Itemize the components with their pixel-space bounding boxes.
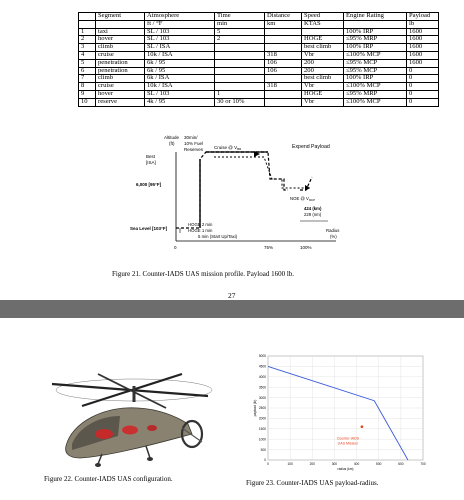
radius-label: Radius <box>326 228 340 233</box>
table-cell: km <box>265 20 302 28</box>
table-cell: Time <box>215 13 265 21</box>
table-cell <box>215 75 265 83</box>
y-tick-label: 3500 <box>258 385 266 390</box>
landing-gear-rear <box>146 446 150 458</box>
table-cell: 2 <box>79 36 96 44</box>
table-row <box>79 28 439 36</box>
startup-label: 5 min (Start Up/Taxi) <box>198 234 238 239</box>
table-row <box>79 75 439 83</box>
table-cell: 10k / ISA <box>145 83 215 91</box>
y-tick-label: 0 <box>264 458 266 463</box>
x-tick-label: 700 <box>420 462 426 466</box>
table-cell: 2 <box>215 36 265 44</box>
table-cell: Payload <box>407 13 439 21</box>
table-cell: ≤100% MCP <box>344 83 407 91</box>
table-cell: 200 <box>302 67 344 75</box>
table-cell: Vbr <box>302 98 344 106</box>
internal-component-3 <box>147 425 157 431</box>
table-cell: 100% IRP <box>344 28 407 36</box>
table-row <box>79 44 439 52</box>
table-cell: cruise <box>96 83 145 91</box>
table-cell: 0 <box>407 75 439 83</box>
table-cell: 1600 <box>407 59 439 67</box>
x-axis-title: radius (km) <box>337 467 354 471</box>
mission-annotation-1: Counter-IADS <box>336 436 360 441</box>
radius-unit: (%) <box>330 234 337 239</box>
radius-nm-label: 229 (nm) <box>304 212 322 217</box>
table-cell: penetration <box>96 67 145 75</box>
table-cell: 318 <box>265 51 302 59</box>
table-row <box>79 51 439 59</box>
y-tick-label: 500 <box>260 447 266 452</box>
table-header-row <box>79 13 439 21</box>
x-tick-label: 300 <box>331 462 338 466</box>
table-cell: 100% IRP <box>344 75 407 83</box>
figure-21-caption: Figure 21. Counter-IADS UAS mission profile. Payload 1600 lb. <box>112 270 295 278</box>
table-cell: Atmosphere <box>145 13 215 21</box>
table-cell <box>215 67 265 75</box>
mission-annotation-2: UAS Mission <box>337 441 359 446</box>
best-unit: [ISA] <box>146 160 156 165</box>
table-cell: 0 <box>407 90 439 98</box>
table-row <box>79 59 439 67</box>
table-cell: ≤95% MRP <box>344 36 407 44</box>
table-cell: cruise <box>96 51 145 59</box>
return-flight-path <box>214 157 310 188</box>
table-cell: min <box>215 20 265 28</box>
table-unit-row <box>79 20 439 28</box>
table-cell: SL / 103 <box>145 28 215 36</box>
table-cell: 7 <box>79 75 96 83</box>
table-cell <box>265 28 302 36</box>
noe-label: NOE @ $V_{MCP}$ <box>290 196 316 202</box>
mission-profile-diagram <box>130 133 350 271</box>
x-tick-label: 0 <box>267 462 269 466</box>
table-cell <box>215 51 265 59</box>
wheel-rear <box>147 457 153 461</box>
table-cell: 200 <box>302 59 344 67</box>
mission-segment-table <box>78 12 439 107</box>
table-cell <box>265 36 302 44</box>
table-cell: climb <box>96 44 145 52</box>
table-cell: ft / °F <box>145 20 215 28</box>
y-axis-title: payload (lb) <box>253 399 257 417</box>
y-tick-label: 4500 <box>258 364 266 369</box>
table-cell: best climb <box>302 75 344 83</box>
table-row <box>79 83 439 91</box>
outbound-flight-path <box>176 152 312 228</box>
table-cell: ≤95% MCP <box>344 59 407 67</box>
table-cell: 1600 <box>407 36 439 44</box>
table-cell: SL / 103 <box>145 36 215 44</box>
table-row <box>79 90 439 98</box>
table-cell: HOGE <box>302 90 344 98</box>
x-tick-label: 600 <box>398 462 404 466</box>
table-cell: best climb <box>302 44 344 52</box>
table-cell <box>79 20 96 28</box>
table-cell: lb <box>407 20 439 28</box>
payload-radius-chart <box>250 352 430 474</box>
table-cell: 6k / ISA <box>145 75 215 83</box>
table-cell: 6k / 95 <box>145 67 215 75</box>
table-cell: ≤95% MCP <box>344 67 407 75</box>
mission-point-marker <box>361 425 364 428</box>
table-cell: Segment <box>96 13 145 21</box>
uas-aircraft-illustration <box>42 350 210 470</box>
sea-level-label: Sea Level [103°F] <box>130 226 168 231</box>
table-cell: SL / 103 <box>145 90 215 98</box>
table-cell: 0 <box>407 83 439 91</box>
figure-23-caption: Figure 23. Counter-IADS UAS payload-radius. <box>246 479 379 487</box>
table-cell <box>215 59 265 67</box>
table-cell: 10 <box>79 98 96 106</box>
table-cell: ≤95% MRP <box>344 90 407 98</box>
table-cell: SL / ISA <box>145 44 215 52</box>
table-cell: Engine Rating <box>344 13 407 21</box>
table-cell: 106 <box>265 67 302 75</box>
table-cell: 1 <box>79 28 96 36</box>
y-tick-label: 1000 <box>258 437 266 442</box>
x-tick-label: 400 <box>353 462 360 466</box>
table-cell: climb <box>96 75 145 83</box>
reserve-label-3: Reserves <box>184 147 204 152</box>
radius-tick-0: 0 <box>174 245 177 250</box>
table-cell: 5 <box>79 59 96 67</box>
table-cell: Vbr <box>302 51 344 59</box>
page-number: 27 <box>228 291 236 300</box>
y-tick-label: 2500 <box>258 406 266 411</box>
table-cell: Vbr <box>302 83 344 91</box>
table-row <box>79 98 439 106</box>
table-cell: 10k / ISA <box>145 51 215 59</box>
best-label: Best <box>146 154 156 159</box>
table-cell: 318 <box>265 83 302 91</box>
y-tick-label: 1500 <box>258 427 266 431</box>
altitude-label: Altitude <box>164 135 180 140</box>
table-cell: 6 <box>79 67 96 75</box>
cruise-label: Cruise @ $V_{BR}$ <box>214 145 242 151</box>
table-cell: Speed <box>302 13 344 21</box>
table-cell: 9 <box>79 90 96 98</box>
table-cell: 4k / 95 <box>145 98 215 106</box>
y-tick-label: 2000 <box>258 416 266 421</box>
table-cell: reserve <box>96 98 145 106</box>
table-cell: penetration <box>96 59 145 67</box>
table-cell <box>79 13 96 21</box>
document-page-28 <box>0 318 464 500</box>
table-cell <box>344 20 407 28</box>
altitude-6000-label: 6,000 [95°F] <box>136 182 162 187</box>
table-cell: 1600 <box>407 44 439 52</box>
table-cell: taxi <box>96 28 145 36</box>
table-cell: ≤100% MCP <box>344 51 407 59</box>
table-cell: hover <box>96 90 145 98</box>
figure-22-caption: Figure 22. Counter-IADS UAS configuration. <box>44 475 173 483</box>
table-cell <box>265 90 302 98</box>
radius-tick-100: 100% <box>300 245 312 250</box>
table-cell: hover <box>96 36 145 44</box>
table-cell: 106 <box>265 59 302 67</box>
table-cell: 4 <box>79 51 96 59</box>
table-cell <box>265 98 302 106</box>
y-tick-label: 5000 <box>258 354 266 359</box>
table-cell: 5 <box>215 28 265 36</box>
table-cell: 3 <box>79 44 96 52</box>
y-tick-label: 3000 <box>258 395 266 400</box>
table-cell: 0 <box>407 98 439 106</box>
table-cell: 6k / 95 <box>145 59 215 67</box>
table-cell: Distance <box>265 13 302 21</box>
x-tick-label: 100 <box>287 462 293 466</box>
table-row <box>79 67 439 75</box>
table-row <box>79 36 439 44</box>
table-cell: 8 <box>79 83 96 91</box>
y-tick-label: 4000 <box>258 375 266 379</box>
internal-component-1 <box>95 429 113 439</box>
radius-tick-75: 75% <box>264 245 274 250</box>
table-cell: 1600 <box>407 28 439 36</box>
radius-km-label: 424 (km) <box>304 206 322 211</box>
table-cell: 1600 <box>407 51 439 59</box>
internal-component-2 <box>122 426 138 435</box>
reserve-label-2: 10% Fuel <box>184 141 204 146</box>
hoge-2-label: HOGE 2 min <box>188 222 213 227</box>
table-cell: HOGE <box>302 36 344 44</box>
table-cell <box>215 44 265 52</box>
reserve-label-1: 30min/ <box>184 135 198 140</box>
table-cell: 1 <box>215 90 265 98</box>
table-cell: ≤100% MCP <box>344 98 407 106</box>
x-tick-label: 200 <box>309 462 315 466</box>
x-tick-label: 500 <box>376 462 382 466</box>
expend-payload-label: Expend Payload <box>292 144 330 150</box>
table-cell: 30 or 10% <box>215 98 265 106</box>
altitude-unit: (ft) <box>169 141 175 146</box>
hoge-1-label: HOGE 1 min <box>188 228 213 233</box>
table-cell <box>215 83 265 91</box>
wheel-front <box>95 463 101 467</box>
table-cell: 0 <box>407 67 439 75</box>
table-cell: 100% IRP <box>344 44 407 52</box>
table-cell: KTAS <box>302 20 344 28</box>
table-cell <box>96 20 145 28</box>
